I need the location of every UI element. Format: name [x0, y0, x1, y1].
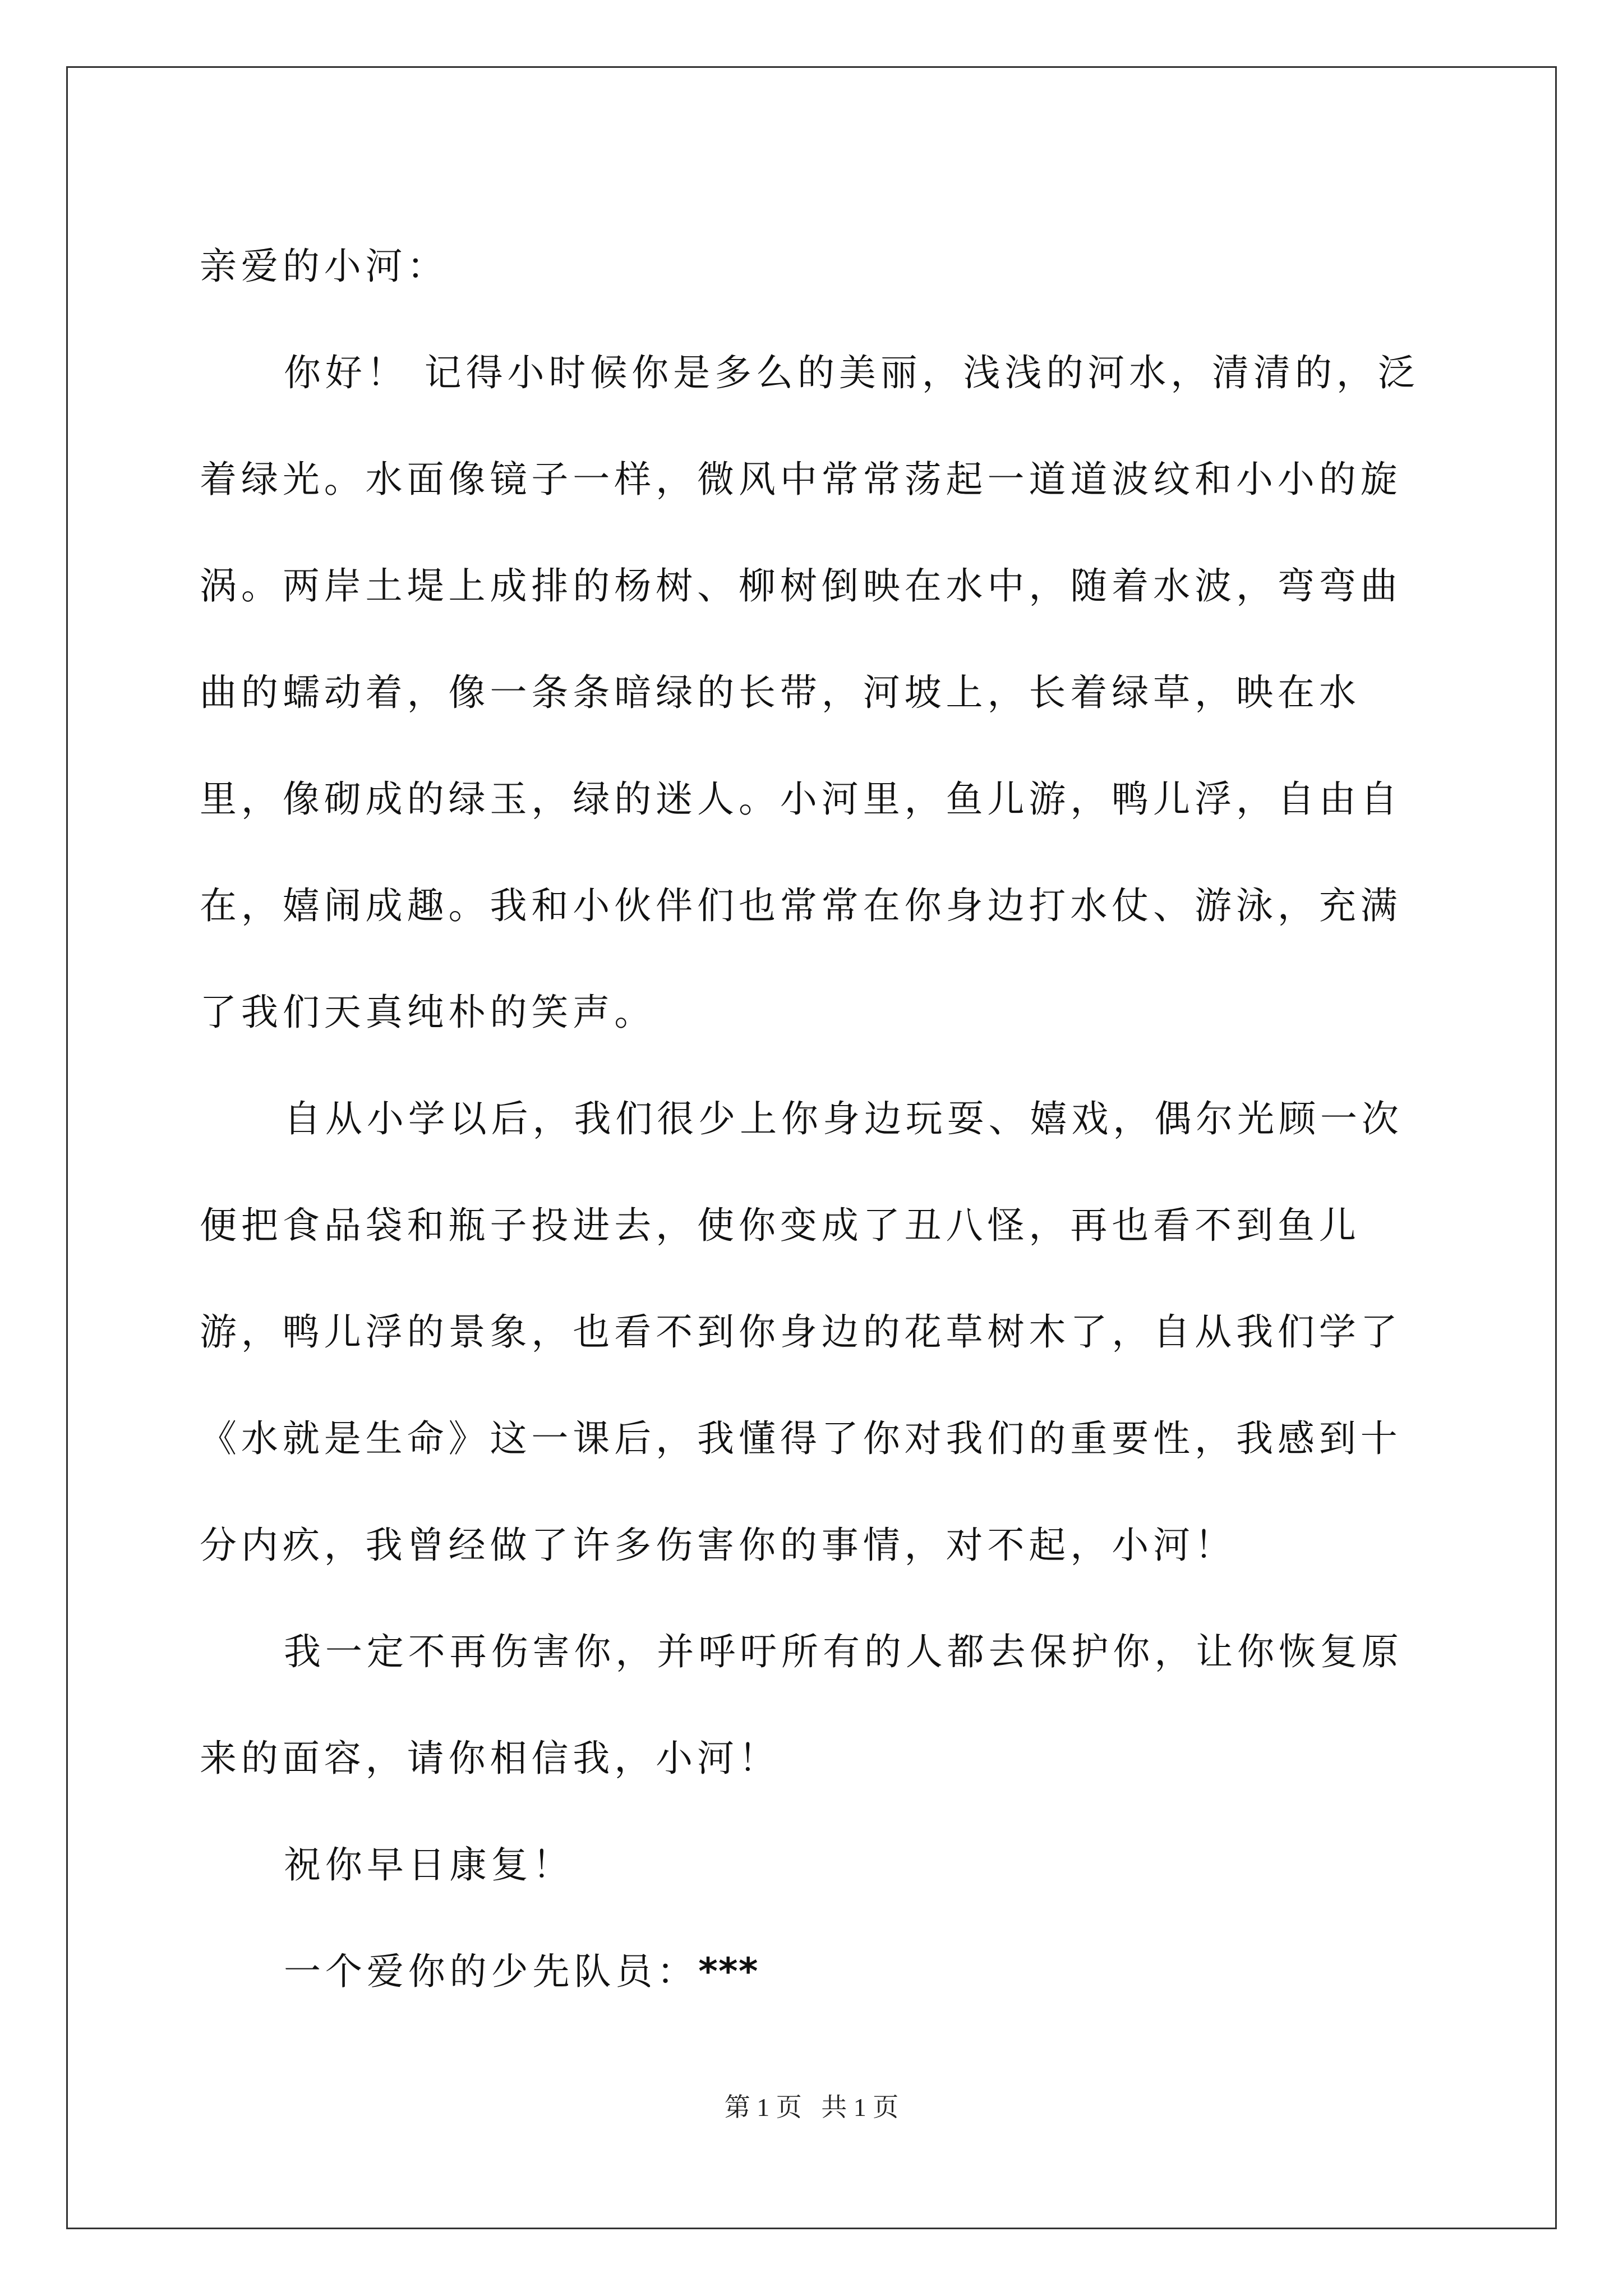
letter-paragraph: 我一定不再伤害你，并呼吁所有的人都去保护你，让你恢复原来的面容，请你相信我，小河！ — [200, 1630, 1403, 1780]
signature-name: *** — [698, 1950, 759, 1993]
page-footer — [0, 2087, 1623, 2124]
page-number-total: 共 1 页 — [821, 2093, 899, 2122]
letter-closing: 祝你早日康复！ — [284, 1843, 574, 1887]
signature-label: 一个爱你的少先队员： — [284, 1950, 699, 1993]
page-number-current: 第 1 页 — [724, 2093, 802, 2122]
letter-greeting: 亲爱的小河： — [200, 245, 449, 288]
letter-paragraph: 你好！ 记得小时候你是多么的美丽，浅浅的河水，清清的，泛着绿光。水面像镜子一样，微风中常常荡起一道道波纹和小小的旋涡。两岸土堤上成排的杨树、柳树倒映在水中，随着水波，弯弯曲曲的蠕动着，像一条条暗绿的长带，河坡上，长着绿草，映在水里，像砌成的绿玉，绿的迷人。小河里，鱼儿游，鸭儿浮，自由自在，嬉闹成趣。我和小伙伴们也常常在你身边打水仗、游泳，充满了我们天真纯朴的笑声。 — [200, 351, 1419, 1034]
letter-signature — [200, 1918, 1433, 2025]
letter-paragraph: 自从小学以后，我们很少上你身边玩耍、嬉戏，偶尔光顾一次便把食品袋和瓶子投进去，使你变成了丑八怪，再也看不到鱼儿游，鸭儿浮的景象，也看不到你身边的花草树木了，自从我们学了《水就是生命》这一课后，我懂得了你对我们的重要性，我感到十分内疚，我曾经做了许多伤害你的事情，对不起，小河！ — [200, 1097, 1403, 1567]
letter-body — [200, 213, 1433, 2025]
